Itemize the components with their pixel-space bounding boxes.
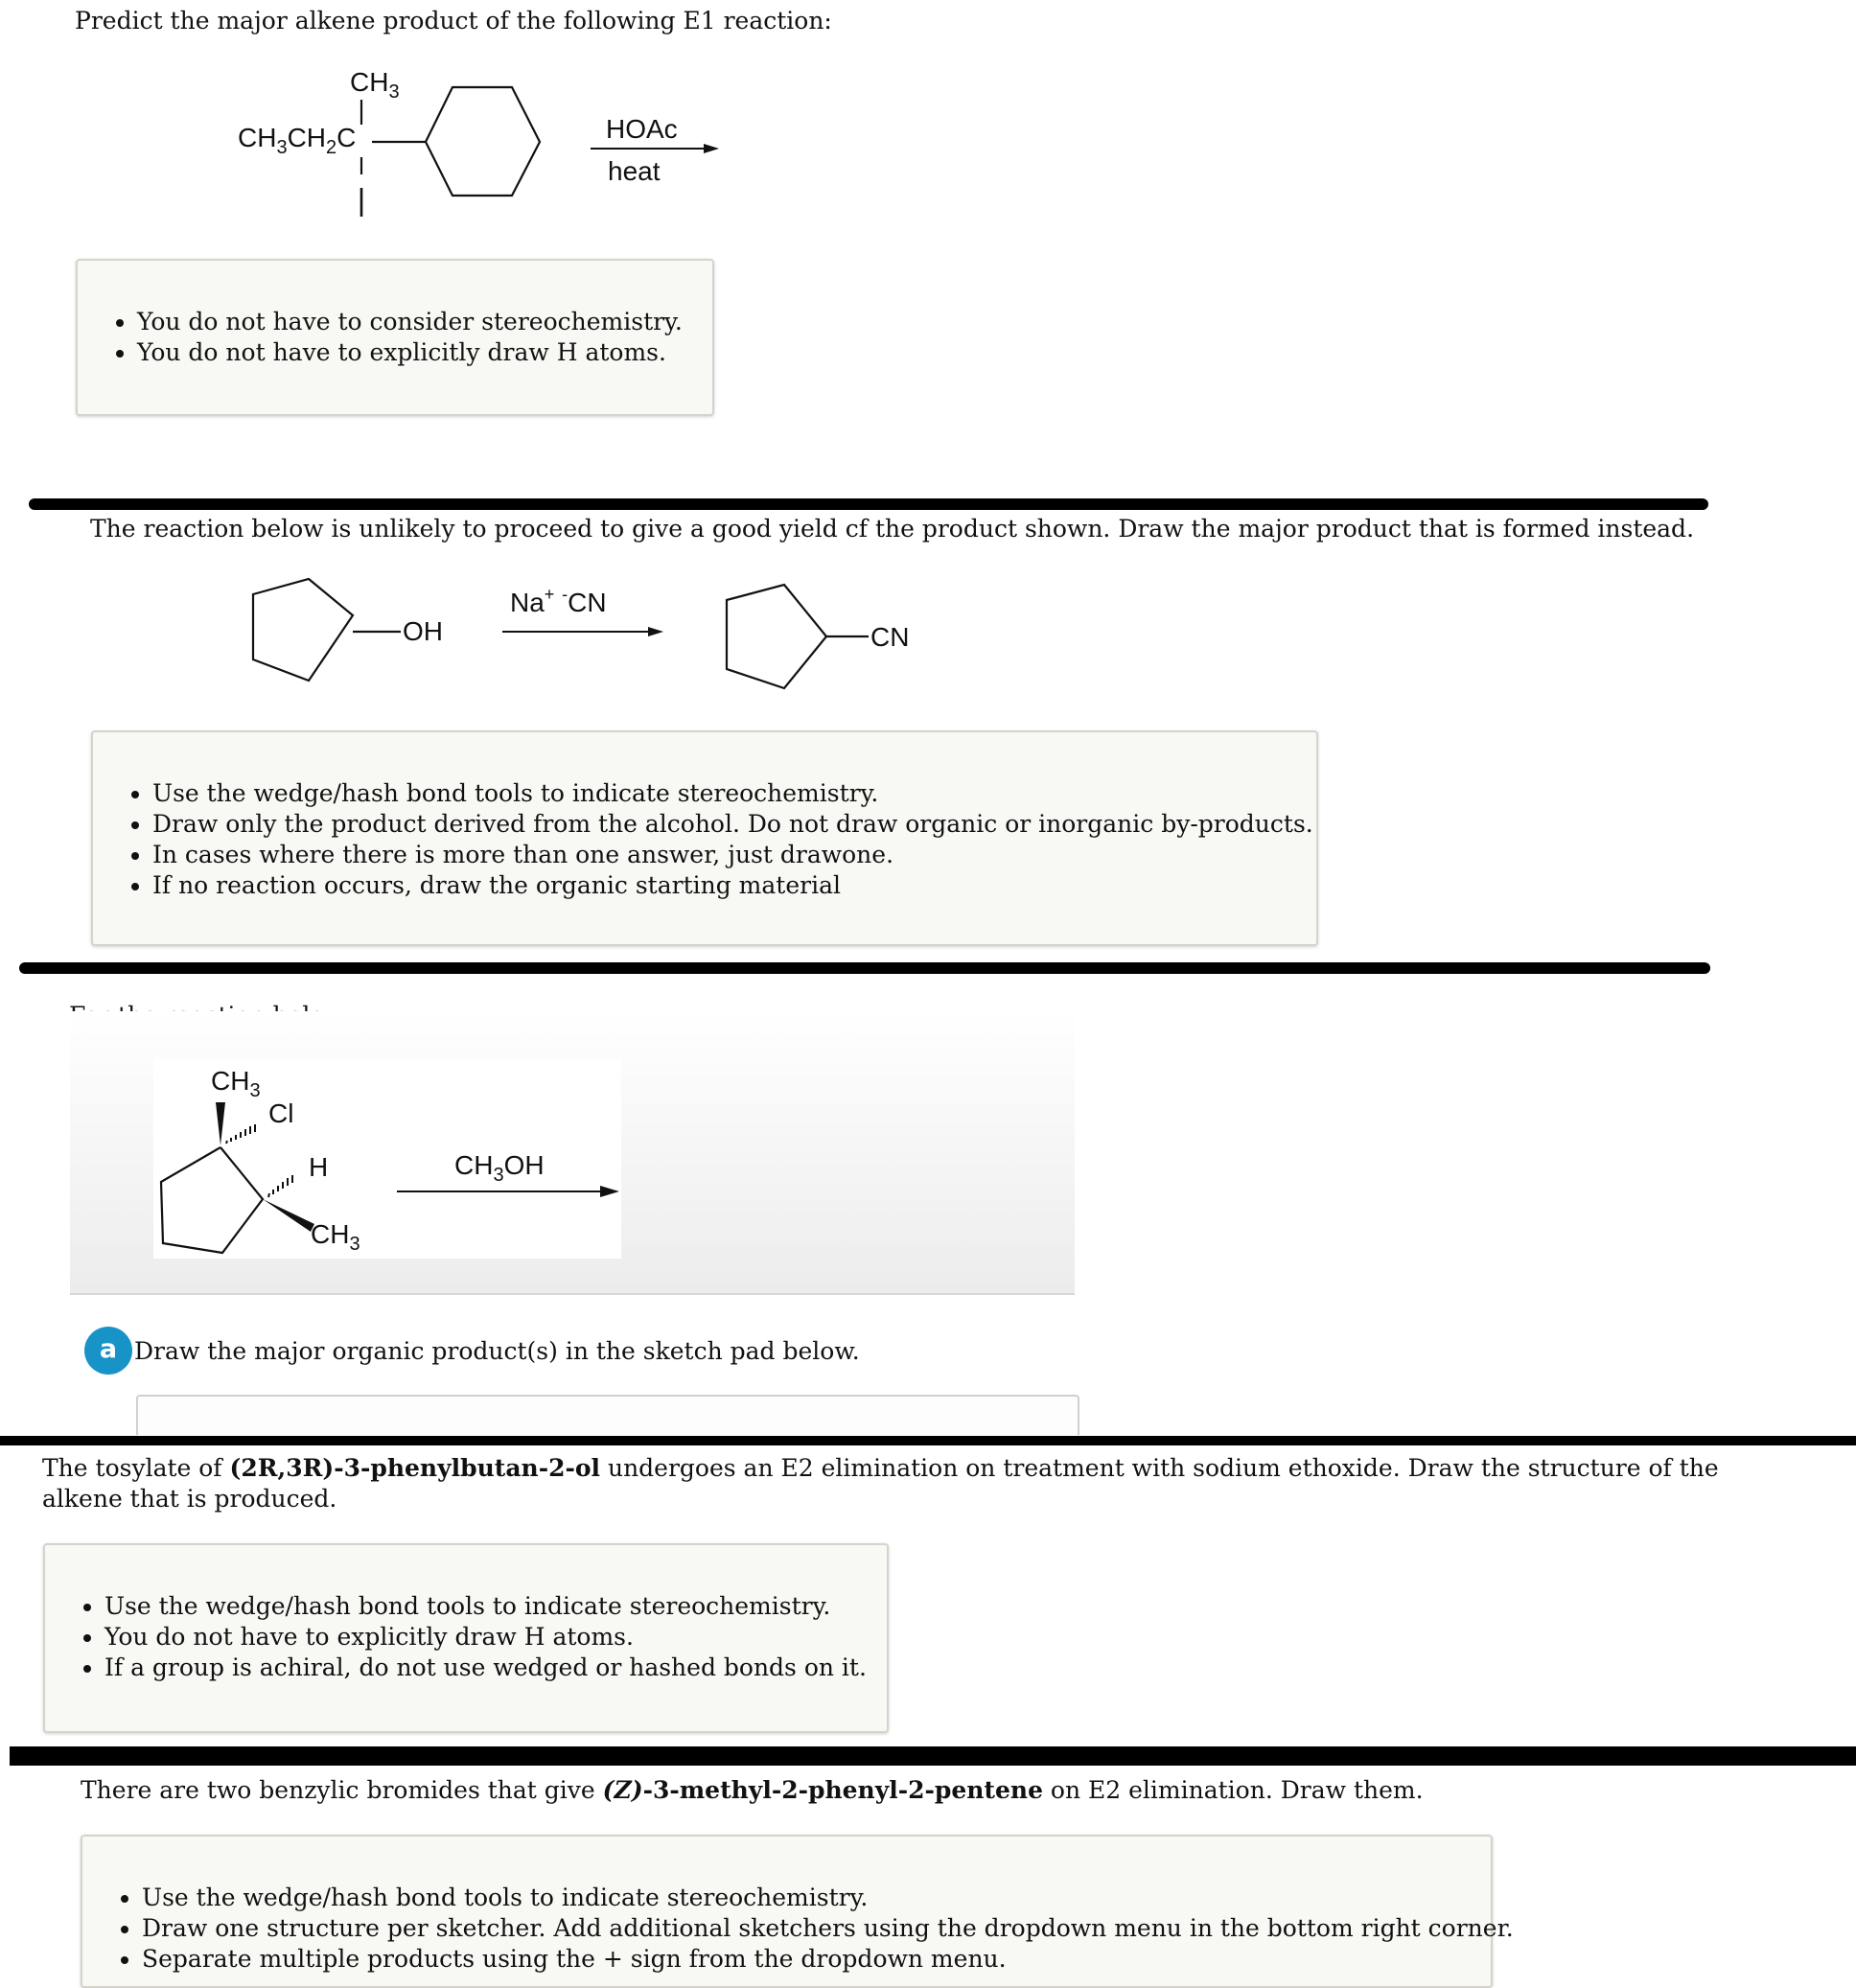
q3-chloro: Cl — [268, 1098, 294, 1128]
q4-note: • You do not have to explicitly draw H atoms. — [104, 1622, 887, 1653]
q1-note: • You do not have to consider stereochemistry. — [137, 307, 712, 337]
q1-reagent-top: HOAc — [606, 114, 678, 144]
q5-prompt — [81, 1775, 1424, 1806]
q1-notes-box — [76, 259, 714, 416]
q1-prompt: Predict the major alkene product of the following E1 reaction: — [75, 7, 832, 35]
q2-notes-box — [91, 730, 1318, 946]
q5-notes-box — [81, 1835, 1514, 1988]
q4-note: • If a group is achiral, do not use wedged or hashed bonds on it. — [104, 1653, 887, 1683]
q3-cyclopentane — [161, 1147, 263, 1253]
q3-top-methyl: $CH_3$ — [211, 1066, 261, 1101]
q5-prompt-start: There are two benzylic bromides that give — [81, 1776, 603, 1804]
q2-product-group: CN — [870, 622, 910, 652]
q3-reagent: $CH_3OH$ — [454, 1150, 545, 1186]
q2-cyclopentane-product — [727, 585, 826, 688]
q1-cyclohexane-ring — [426, 87, 540, 196]
q2-note: • Use the wedge/hash bond tools to indicate stereochemistry. — [152, 778, 1316, 809]
q2-note: • In cases where there is more than one answer, just drawone. — [152, 840, 1316, 870]
divider — [0, 1436, 1856, 1445]
q5-compound-z: (Z) — [602, 1776, 643, 1804]
divider — [10, 1746, 1856, 1766]
q3-reaction-scheme — [153, 1059, 621, 1259]
q1-reagent-bottom: heat — [608, 156, 661, 186]
q2-cyclopentane-start — [253, 579, 353, 681]
q5-note: • Draw one structure per sketcher. Add additional sketchers using the dropdown menu in the bottom right corner. — [142, 1913, 1491, 1944]
q2-reagent: Na+ -CN — [510, 585, 607, 617]
q4-compound-name: (2R,3R)-3-phenylbutan-2-ol — [229, 1454, 601, 1482]
q1-arrowhead — [704, 144, 719, 153]
q3-sketch-pad[interactable] — [136, 1395, 1079, 1435]
q3-arrowhead — [600, 1186, 619, 1197]
q1-note: • You do not have to explicitly draw H atoms. — [137, 337, 712, 368]
q5-note: • Separate multiple products using the + sign from the dropdown menu. — [142, 1944, 1491, 1975]
q5-compound-name: -3-methyl-2-phenyl-2-pentene — [642, 1776, 1043, 1804]
q4-prompt-start: The tosylate of — [42, 1454, 230, 1482]
q4-note: • Use the wedge/hash bond tools to indicate stereochemistry. — [104, 1591, 887, 1622]
divider — [29, 498, 1708, 510]
q3-hash-h — [268, 1175, 292, 1197]
q2-start-group: OH — [403, 616, 443, 646]
q3-bottom-methyl: $CH_3$ — [311, 1219, 360, 1255]
q2-note: • If no reaction occurs, draw the organic starting material — [152, 870, 1316, 901]
q3-part-badge: a — [84, 1327, 132, 1375]
q3-wedge-top — [216, 1102, 225, 1145]
divider — [19, 962, 1710, 974]
q5-prompt-end: on E2 elimination. Draw them. — [1042, 1776, 1424, 1804]
q3-part-prompt: Draw the major organic product(s) in the sketch pad below. — [134, 1337, 860, 1365]
q4-prompt-end: undergoes an E2 elimination on treatment with sodium ethoxide. Draw the structure of the alkene that is produced. — [42, 1454, 1719, 1513]
q4-prompt — [42, 1453, 1806, 1514]
q2-arrowhead — [648, 627, 663, 636]
q2-note: • Draw only the product derived from the alcohol. Do not draw organic or inorganic by-products. — [152, 809, 1316, 840]
q3-hash-cl — [226, 1124, 255, 1144]
q1-reaction-scheme — [230, 58, 748, 225]
q4-notes-box — [43, 1543, 889, 1733]
q3-wedge-bottom — [263, 1199, 314, 1232]
q2-prompt: The reaction below is unlikely to proceed to give a good yield cf the product shown. Draw the major product that is formed instead. — [90, 515, 1695, 543]
q2-reaction-scheme — [240, 566, 949, 700]
q3-hydrogen: H — [309, 1152, 329, 1182]
q1-ethyl-label: $CH_3CH_2C$ — [238, 123, 357, 158]
q1-methyl-label: $CH_3$ — [350, 67, 400, 103]
q5-note: • Use the wedge/hash bond tools to indicate stereochemistry. — [142, 1883, 1491, 1913]
